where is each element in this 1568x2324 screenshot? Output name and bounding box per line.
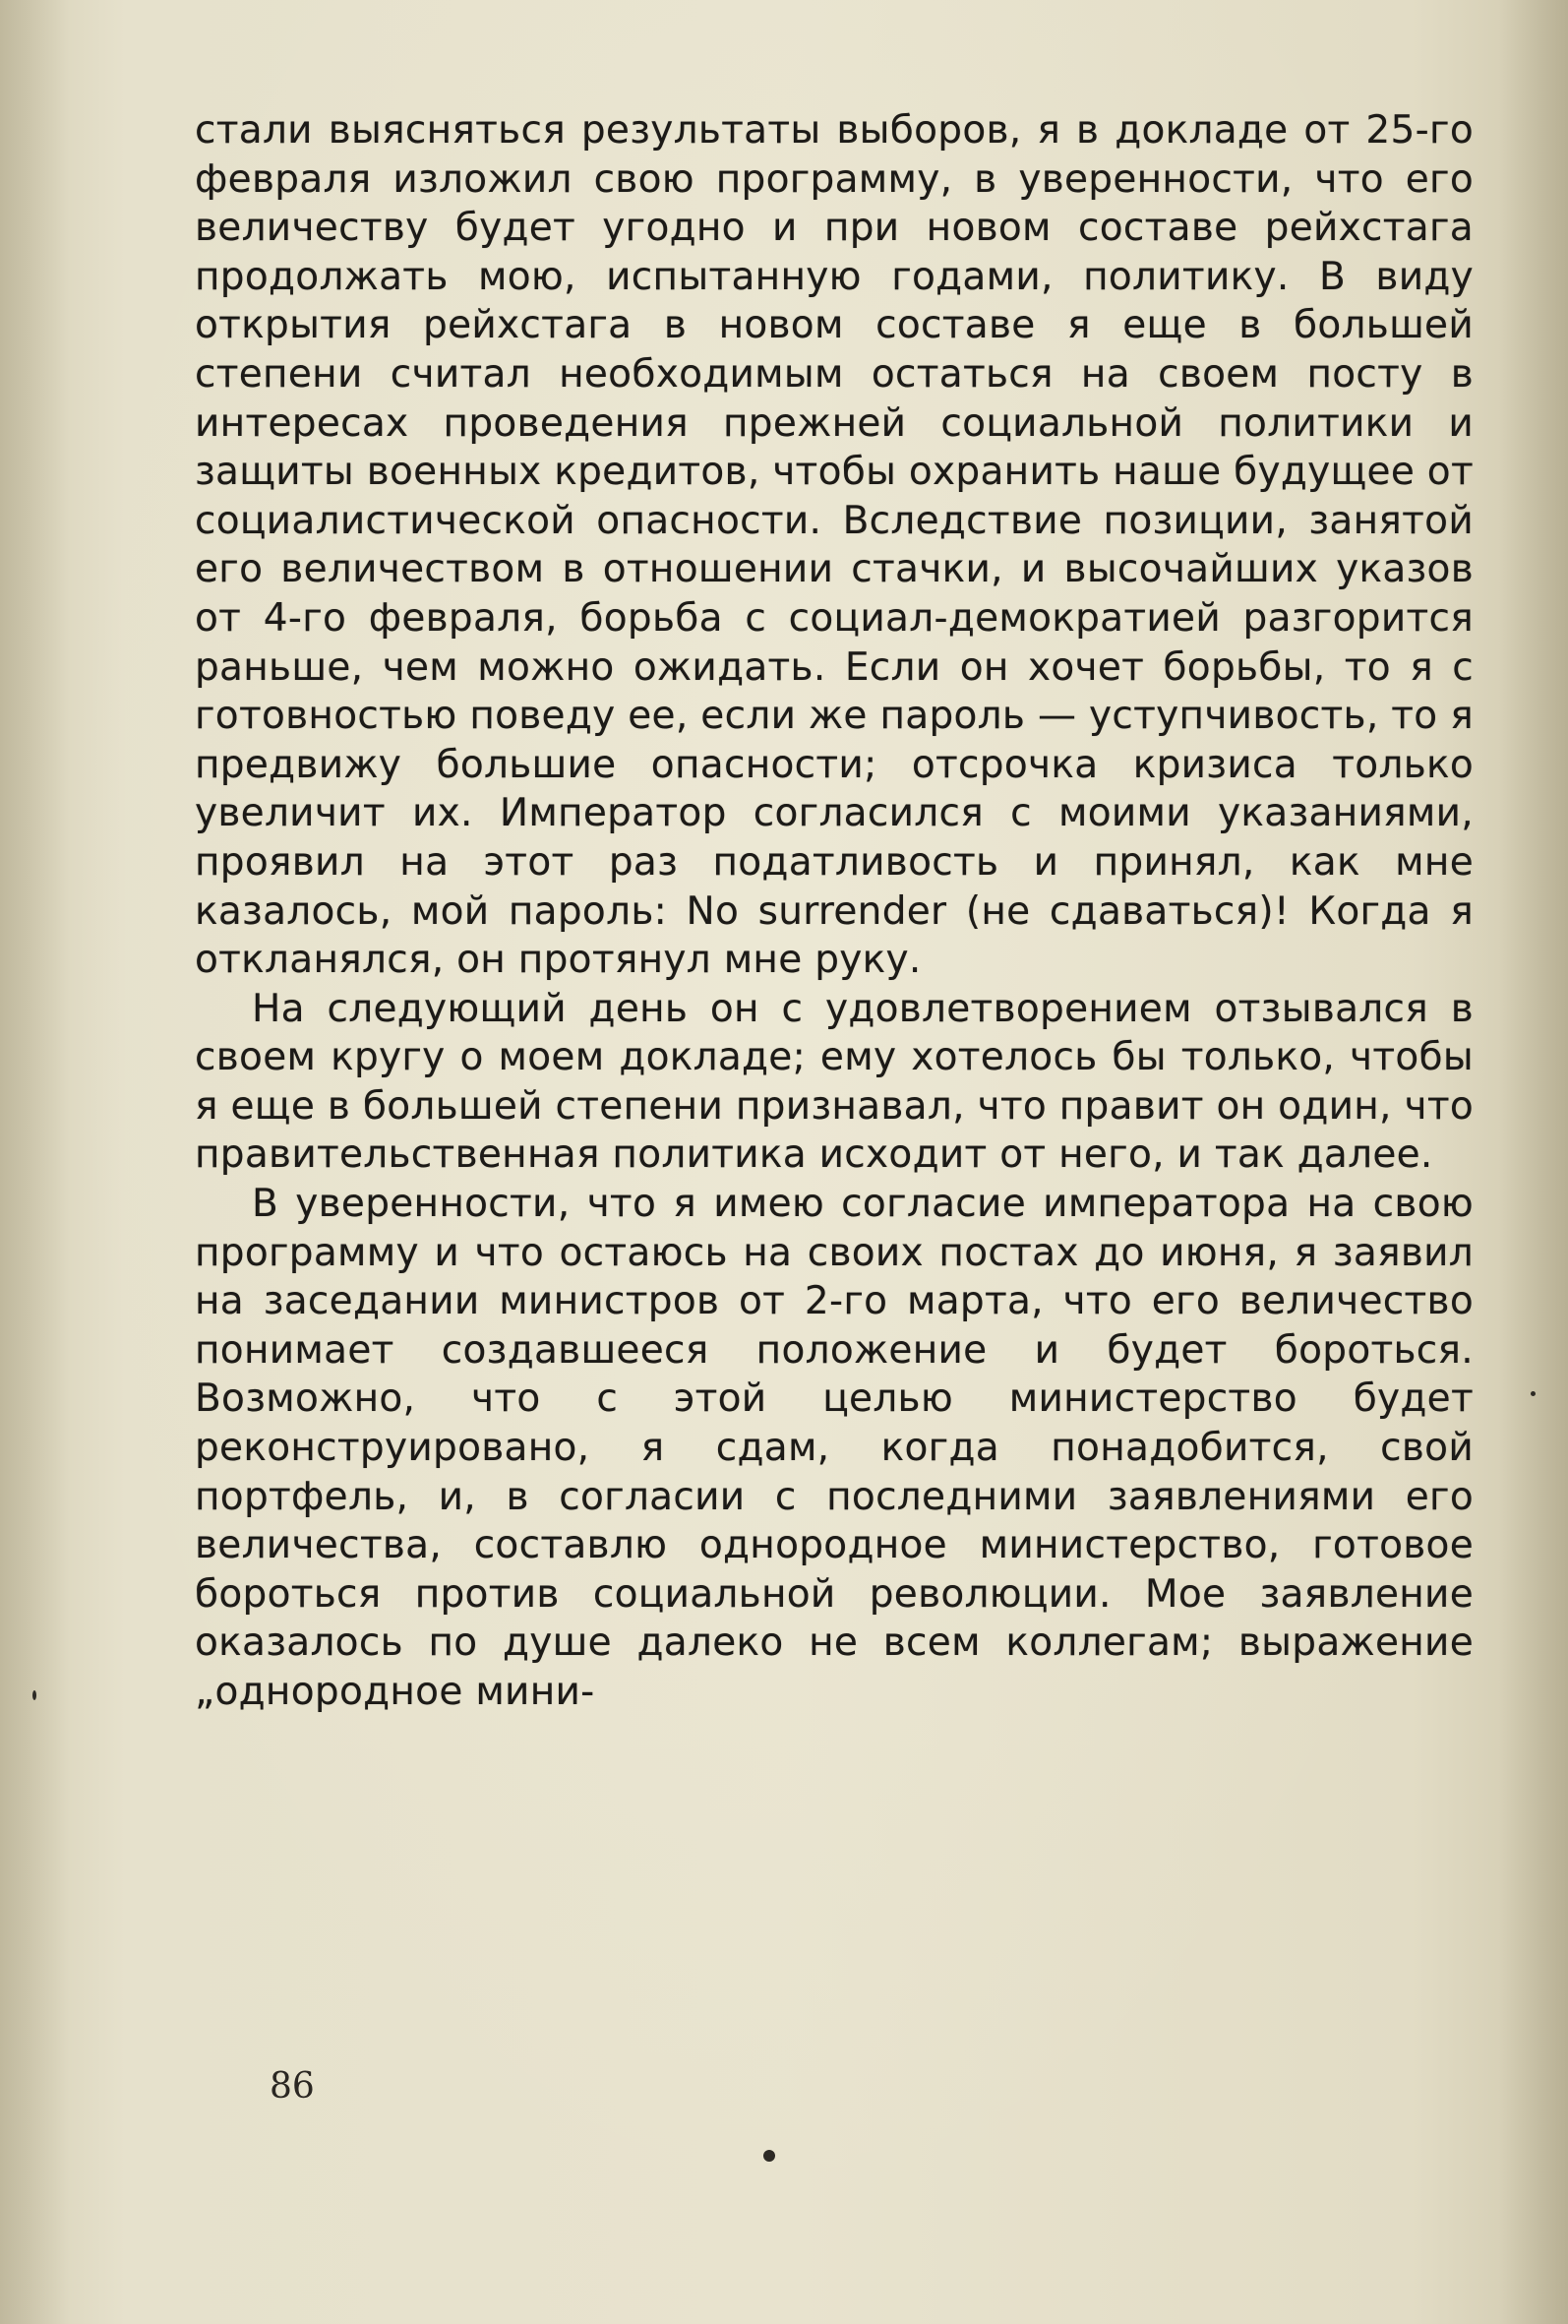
ink-speck [32, 1690, 36, 1700]
page-shadow-left [0, 0, 69, 2324]
paragraph-continued: стали выясняться результаты выборов, я в докладе от 25-го февраля изложил свою программу, в уверенности, что его величеству будет угодно и при новом составе рейхстага продолжать мою, испытанную годами, политику. В виду открытия рейхстага в новом составе я еще в большей степени считал необходимым остаться на своем посту в интересах проведения прежней социальной политики и защиты военных кредитов, чтобы охранить наше будущее от социалистической опасности. Вследствие позиции, занятой его величеством в отношении стачки, и высочайших указов от 4-го февраля, борьба с социал-демократией разгорится раньше, чем можно ожидать. Если он хочет борьбы, то я с готовностью поведу ее, если же пароль — уступчивость, то я предвижу большие опасности; отсрочка кризиса только увеличит их. Император согласился с моими указаниями, проявил на этот раз податливость и принял, как мне казалось, мой пароль: No surrender (не сдаваться)! Когда я откланялся, он протянул мне руку. [195, 108, 1474, 983]
page-shadow-right [1499, 0, 1568, 2324]
ink-speck [1531, 1391, 1536, 1396]
body-text [195, 106, 1474, 1717]
page-number: 86 [270, 2066, 315, 2107]
paragraph: На следующий день он с удовлетворением отзывался в своем кругу о моем докладе; ему хотелось бы только, чтобы я еще в большей степени признавал, что правит он один, что правительственная политика исходит от него, и так далее. [195, 986, 1474, 1178]
paragraph: В уверенности, что я имею согласие императора на свою программу и что остаюсь на своих постах до июня, я заявил на заседании министров от 2-го марта, что его величество понимает создавшееся положение и будет бороться. Возможно, что с этой целью министерство будет реконструировано, я сдам, когда понадобится, свой портфель, и, в согласии с последними заявлениями его величества, составлю однородное министерство, готовое бороться против социальной революции. Мое заявление оказалось по душе далеко не всем коллегам; выражение „однородное мини- [195, 1182, 1474, 1714]
ink-speck [763, 2150, 775, 2162]
